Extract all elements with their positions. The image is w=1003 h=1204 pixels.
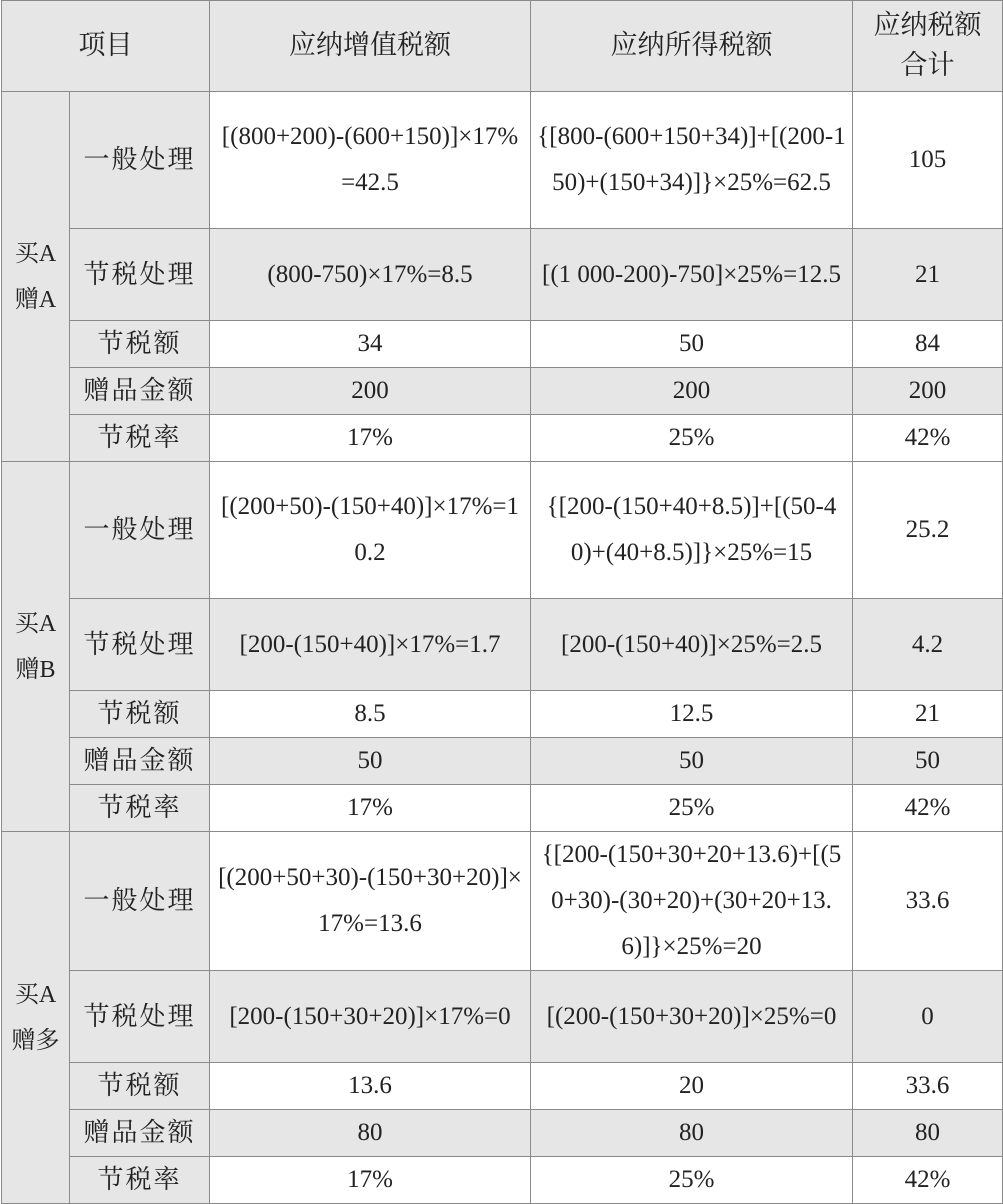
vat-cell: 17% xyxy=(210,415,531,462)
vat-cell: [200-(150+40)]×17%=1.7 xyxy=(210,599,531,691)
header-total-line1: 应纳税额 xyxy=(873,10,982,41)
total-cell: 42% xyxy=(853,1157,1003,1204)
header-vat: 应纳增值税额 xyxy=(210,1,531,92)
vat-cell: [(200+50)-(150+40)]×17%=10.2 xyxy=(210,462,531,599)
table-row xyxy=(2,599,1003,691)
total-cell: 0 xyxy=(853,971,1003,1063)
vat-cell: 13.6 xyxy=(210,1063,531,1110)
total-cell: 33.6 xyxy=(853,1063,1003,1110)
table-row xyxy=(2,462,1003,599)
income-tax-cell: {[200-(150+30+20+13.6)+[(50+30)-(30+20)+(30+20+13.6)]}×25%=20 xyxy=(531,832,853,971)
tax-comparison-table xyxy=(1,0,1003,1204)
table-row xyxy=(2,971,1003,1063)
vat-cell: 200 xyxy=(210,368,531,415)
total-cell: 80 xyxy=(853,1110,1003,1157)
income-tax-cell: {[800-(600+150+34)]+[(200-150)+(150+34)]}×25%=62.5 xyxy=(531,92,853,229)
row-label: 节税率 xyxy=(70,785,210,832)
row-label: 节税处理 xyxy=(70,599,210,691)
vat-cell: [200-(150+30+20)]×17%=0 xyxy=(210,971,531,1063)
income-tax-cell: 80 xyxy=(531,1110,853,1157)
total-cell: 33.6 xyxy=(853,832,1003,971)
total-cell: 200 xyxy=(853,368,1003,415)
total-cell: 84 xyxy=(853,321,1003,368)
income-tax-cell: 50 xyxy=(531,321,853,368)
header-item: 项目 xyxy=(2,1,210,92)
row-label: 一般处理 xyxy=(70,462,210,599)
income-tax-cell: 25% xyxy=(531,785,853,832)
total-cell: 25.2 xyxy=(853,462,1003,599)
income-tax-cell: 12.5 xyxy=(531,691,853,738)
income-tax-cell: [(200-(150+30+20)]×25%=0 xyxy=(531,971,853,1063)
total-cell: 42% xyxy=(853,415,1003,462)
income-tax-cell: 20 xyxy=(531,1063,853,1110)
row-label: 节税率 xyxy=(70,1157,210,1204)
vat-cell: [(200+50+30)-(150+30+20)]×17%=13.6 xyxy=(210,832,531,971)
table-row xyxy=(2,229,1003,321)
table-row xyxy=(2,1110,1003,1157)
table-row xyxy=(2,92,1003,229)
vat-cell: 17% xyxy=(210,1157,531,1204)
vat-cell: 34 xyxy=(210,321,531,368)
header-income-tax: 应纳所得税额 xyxy=(531,1,853,92)
header-total-line2: 合计 xyxy=(900,50,955,81)
table-row xyxy=(2,415,1003,462)
total-cell: 4.2 xyxy=(853,599,1003,691)
income-tax-cell: 200 xyxy=(531,368,853,415)
row-label: 节税处理 xyxy=(70,971,210,1063)
total-cell: 50 xyxy=(853,738,1003,785)
group-label-buy-a-gift-multiple: 买A 赠多 xyxy=(2,832,70,1204)
row-label: 一般处理 xyxy=(70,92,210,229)
row-label: 节税处理 xyxy=(70,229,210,321)
row-label: 节税额 xyxy=(70,691,210,738)
row-label: 赠品金额 xyxy=(70,368,210,415)
table-row xyxy=(2,785,1003,832)
income-tax-cell: 25% xyxy=(531,1157,853,1204)
vat-cell: 8.5 xyxy=(210,691,531,738)
row-label: 赠品金额 xyxy=(70,738,210,785)
table-row xyxy=(2,738,1003,785)
vat-cell: 80 xyxy=(210,1110,531,1157)
table-row xyxy=(2,691,1003,738)
vat-cell: [(800+200)-(600+150)]×17%=42.5 xyxy=(210,92,531,229)
total-cell: 42% xyxy=(853,785,1003,832)
vat-cell: 17% xyxy=(210,785,531,832)
income-tax-cell: 25% xyxy=(531,415,853,462)
vat-cell: (800-750)×17%=8.5 xyxy=(210,229,531,321)
table-row xyxy=(2,832,1003,971)
table-row xyxy=(2,1063,1003,1110)
row-label: 一般处理 xyxy=(70,832,210,971)
table-row xyxy=(2,321,1003,368)
group-label-buy-a-gift-a: 买A 赠A xyxy=(2,92,70,462)
table-row xyxy=(2,368,1003,415)
vat-cell: 50 xyxy=(210,738,531,785)
total-cell: 105 xyxy=(853,92,1003,229)
table-row xyxy=(2,1157,1003,1204)
income-tax-cell: {[200-(150+40+8.5)]+[(50-40)+(40+8.5)]}×25%=15 xyxy=(531,462,853,599)
row-label: 节税额 xyxy=(70,1063,210,1110)
income-tax-cell: 50 xyxy=(531,738,853,785)
income-tax-cell: [200-(150+40)]×25%=2.5 xyxy=(531,599,853,691)
row-label: 赠品金额 xyxy=(70,1110,210,1157)
group-label-buy-a-gift-b: 买A 赠B xyxy=(2,462,70,832)
header-total xyxy=(853,1,1003,92)
row-label: 节税额 xyxy=(70,321,210,368)
header-row xyxy=(2,1,1003,92)
total-cell: 21 xyxy=(853,691,1003,738)
row-label: 节税率 xyxy=(70,415,210,462)
income-tax-cell: [(1 000-200)-750]×25%=12.5 xyxy=(531,229,853,321)
total-cell: 21 xyxy=(853,229,1003,321)
